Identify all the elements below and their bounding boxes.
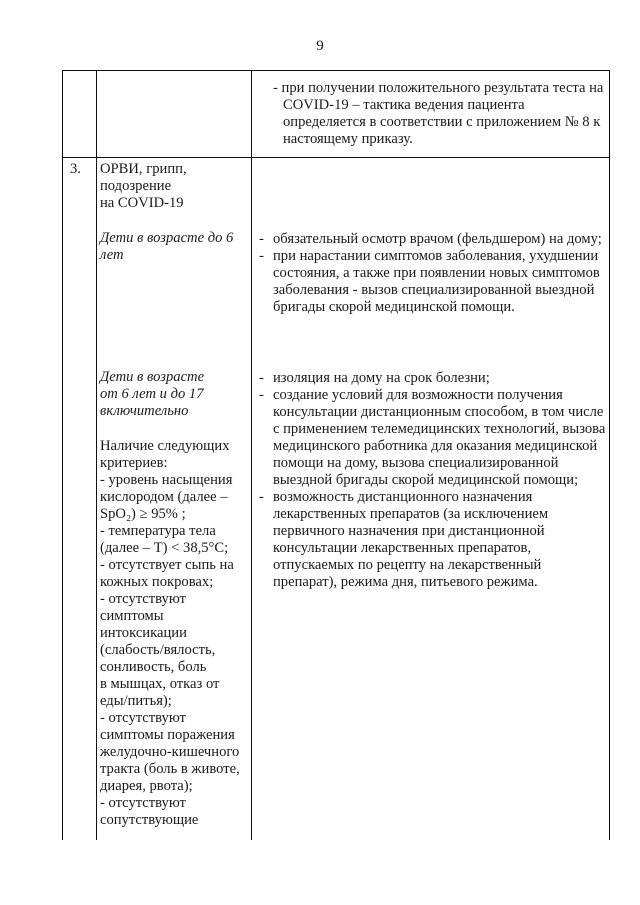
- row-title-line: подозрение: [100, 178, 172, 194]
- criteria-line: - отсутствует сыпь на: [100, 557, 234, 573]
- row-title-line: на COVID-19: [100, 195, 184, 211]
- action-item: - создание условий для возможности получения консультации дистанционным способом, в том числе с применением телемедицинских технологий, вызова медицинского работника для оказания медицинской помощи на дому, вызова специализированной выездной бригады скорой медицинской помощи;: [259, 387, 606, 488]
- row-separator: [62, 157, 610, 158]
- criteria-line: симптомы поражения: [100, 727, 235, 743]
- group-label-line: лет: [100, 247, 124, 263]
- criteria-line: (слабость/вялость,: [100, 642, 216, 658]
- criteria-line: сопутствующие: [100, 812, 199, 828]
- criteria-line: - отсутствуют: [100, 591, 186, 607]
- group-label-line: от 6 лет и до 17: [100, 386, 204, 402]
- criteria-line: - отсутствуют: [100, 795, 186, 811]
- action-item: - возможность дистанционного назначения лекарственных препаратов (за исключением первичного назначения при дистанционной консультации лекарственных препаратов, отпускаемых по рецепту на лекарственный препарат), режима дня, питьевого режима.: [259, 489, 549, 590]
- action-item: - при нарастании симптомов заболевания, ухудшении состояния, а также при появлении новых симптомов заболевания - вызов специализированной выездной бригады скорой медицинской помощи.: [259, 248, 600, 315]
- previous-row-action-text: - при получении положительного результата теста на COVID-19 – тактика ведения пациента определяется в соответствии с приложением № 8 к настоящему приказу.: [273, 80, 604, 147]
- group-label-line: Дети в возрасте до 6: [100, 230, 234, 246]
- criteria-line: диарея, рвота);: [100, 778, 193, 794]
- group-actions-under-6: [259, 231, 609, 316]
- row-number: 3.: [70, 161, 81, 177]
- table-divider-1: [96, 70, 97, 840]
- group-label-line: включительно: [100, 403, 189, 419]
- criteria-heading-line: критериев:: [100, 455, 168, 471]
- previous-row-action: [273, 80, 609, 148]
- table-divider-2: [251, 70, 252, 840]
- criteria-line: - температура тела: [100, 523, 216, 539]
- action-item: - обязательный осмотр врачом (фельдшером) на дому;: [259, 231, 602, 247]
- criteria-line: SpO₂) ≥ 95% ;: [100, 506, 186, 522]
- criteria-line: симптомы: [100, 608, 164, 624]
- criteria-line: тракта (боль в животе,: [100, 761, 240, 777]
- criteria-line: кислородом (далее –: [100, 489, 228, 505]
- criteria-heading-line: Наличие следующих: [100, 438, 230, 454]
- criteria-line: (далее – Т) < 38,5°С;: [100, 540, 229, 556]
- criteria-heading: [100, 438, 250, 472]
- row-title-line: ОРВИ, грипп,: [100, 161, 187, 177]
- table-border-left: [62, 70, 63, 840]
- criteria-line: в мышцах, отказ от: [100, 676, 220, 692]
- table-border-right: [609, 70, 610, 840]
- criteria-list: [100, 472, 250, 829]
- page-number: 9: [316, 38, 324, 54]
- criteria-line: еды/питья);: [100, 693, 172, 709]
- criteria-line: - уровень насыщения: [100, 472, 233, 488]
- criteria-line: - отсутствуют: [100, 710, 186, 726]
- table-top-border: [62, 70, 610, 71]
- criteria-line: желудочно-кишечного: [100, 744, 240, 760]
- criteria-line: интоксикации: [100, 625, 187, 641]
- action-item: - изоляция на дому на срок болезни;: [259, 370, 490, 386]
- group-actions-6-to-17: [259, 370, 609, 591]
- criteria-line: сонливость, боль: [100, 659, 207, 675]
- group-label-under-6: [100, 230, 250, 264]
- group-label-6-to-17: [100, 369, 250, 420]
- row-title: [100, 161, 250, 212]
- criteria-line: кожных покровах;: [100, 574, 214, 590]
- group-label-line: Дети в возрасте: [100, 369, 205, 385]
